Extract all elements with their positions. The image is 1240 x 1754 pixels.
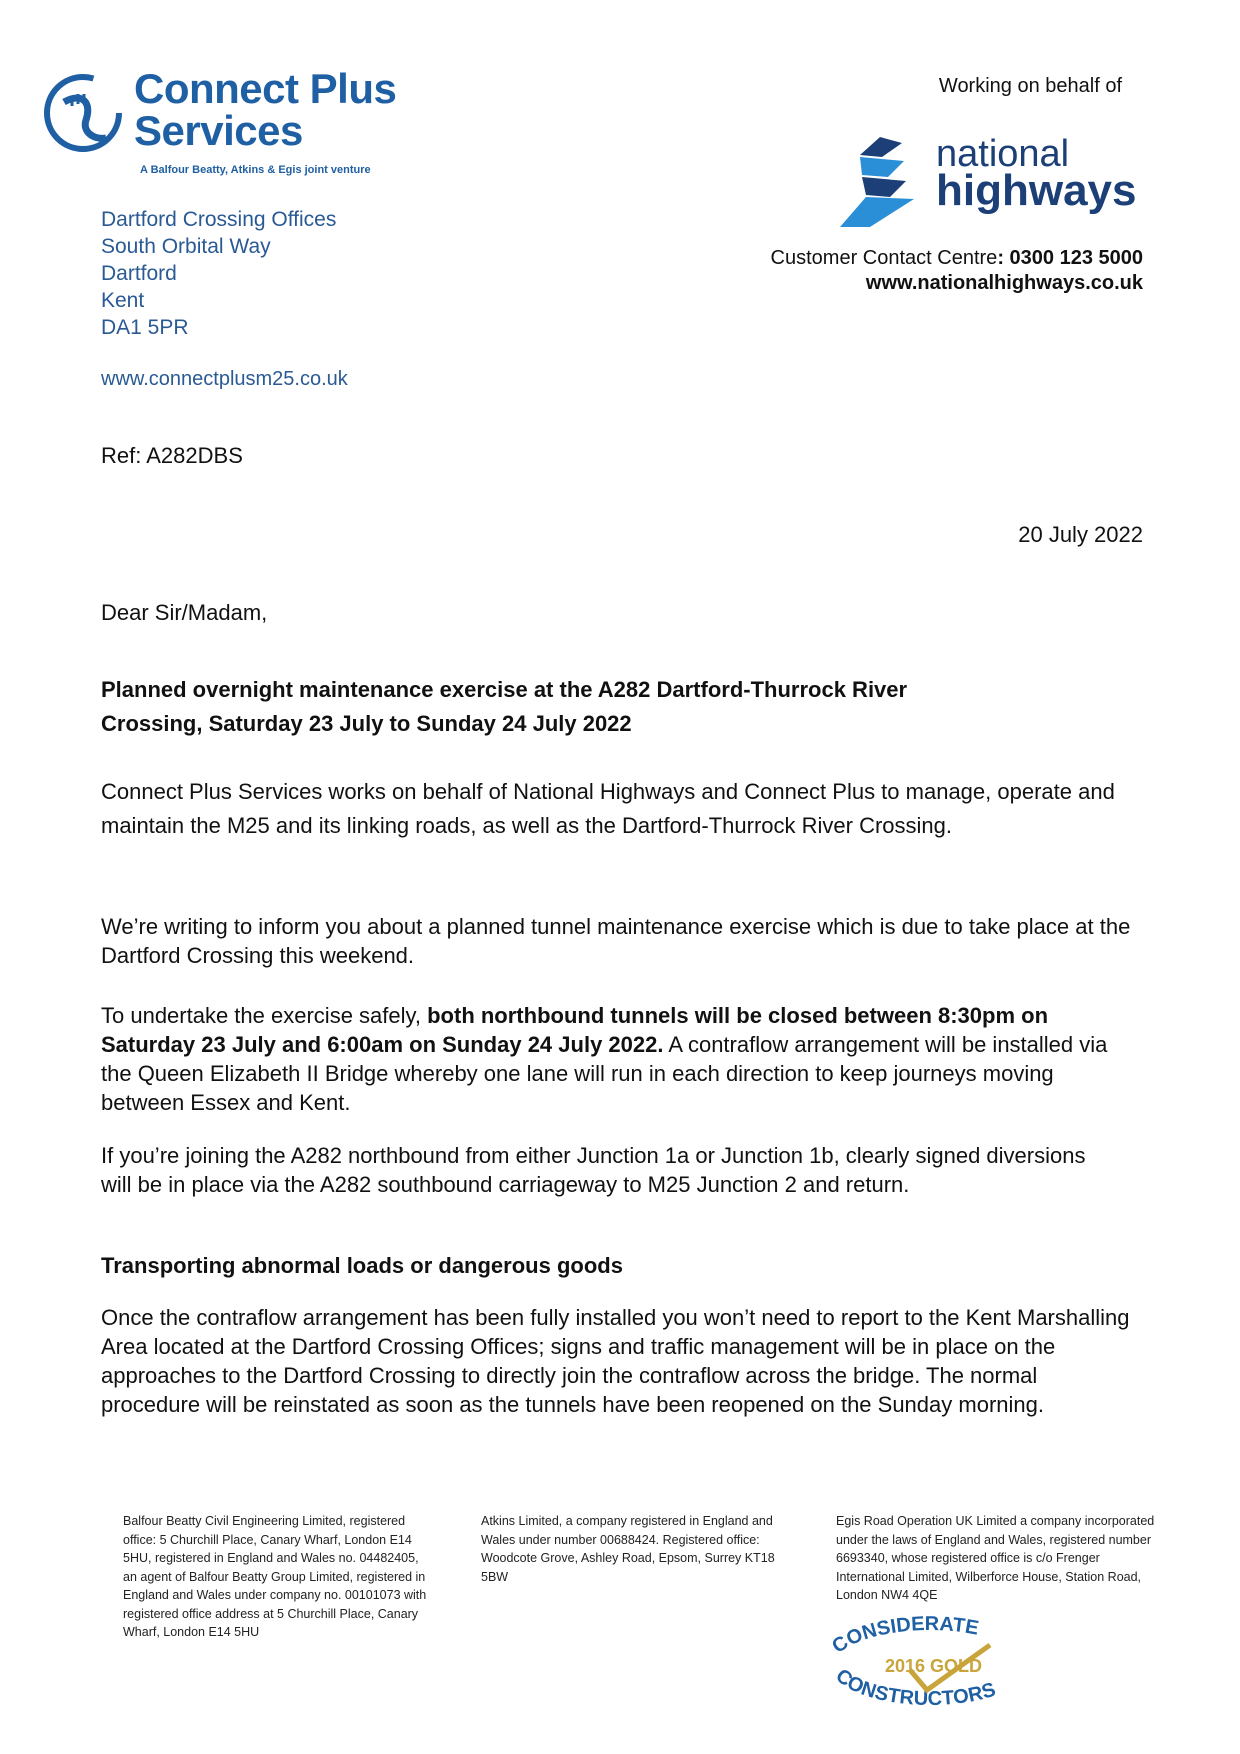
paragraph-inform: We’re writing to inform you about a planned tunnel maintenance exercise which is due to take place at the Dartford Crossing this weekend. <box>101 914 1131 968</box>
svg-text:CONSTRUCTORS: CONSTRUCTORS <box>831 1664 999 1710</box>
partner-website-link[interactable]: www.nationalhighways.co.uk <box>865 272 1143 294</box>
contact-phone: 0300 123 5000 <box>1009 247 1143 269</box>
address-line: Dartford Crossing Offices <box>101 208 337 231</box>
national-highways-logo <box>840 135 1140 230</box>
nh-logo-line1: national <box>936 133 1070 175</box>
sender-address <box>101 206 336 341</box>
reference: Ref: A282DBS <box>101 443 243 468</box>
working-on-behalf-label: Working on behalf of <box>938 75 1122 97</box>
address-line: Kent <box>101 289 145 312</box>
closure-times: both northbound tunnels will be closed between 8:30pm on Saturday 23 July and 6:00am on Sunday 24 July 2022. <box>101 1003 1049 1057</box>
logo-line2: Services <box>134 107 303 154</box>
greeting: Dear Sir/Madam, <box>101 600 268 625</box>
logo-tagline: A Balfour Beatty, Atkins & Egis joint venture <box>140 164 371 176</box>
closure-text-2: A contraflow arrangement will be installed via the Queen Elizabeth II Bridge whereby one lane will run in each direction to keep journeys moving between Essex and Kent. <box>101 1032 1108 1115</box>
svg-text:CONSIDERATE: CONSIDERATE <box>828 1615 981 1658</box>
considerate-constructors-badge <box>815 1615 1045 1710</box>
address-line: DA1 5PR <box>101 316 189 339</box>
footer-egis: Egis Road Operation UK Limited a company incorporated under the laws of England and Wales, registered number 6693340, whose registered office is c/o Frenger International Limited, Wilberforce House, Station Road, London NW4 4QE <box>836 1514 1155 1602</box>
footer-atkins: Atkins Limited, a company registered in England and Wales under number 00688424. Registered office: Woodcote Grove, Ashley Road, Epsom, Surrey KT18 5BW <box>481 1514 775 1584</box>
road-swirl-icon <box>42 72 124 154</box>
svg-text:2016 GOLD: 2016 GOLD <box>885 1656 983 1676</box>
title-line: Crossing, Saturday 23 July to Sunday 24 July 2022 <box>101 711 632 736</box>
title-line: Planned overnight maintenance exercise at the A282 Dartford-Thurrock River <box>101 677 908 702</box>
connect-plus-services-logo <box>42 64 442 184</box>
customer-contact <box>771 246 1143 296</box>
footer-balfour: Balfour Beatty Civil Engineering Limited, registered office: 5 Churchill Place, Canary Wharf, London E14 5HU, registered in England and Wales no. 04482405, an agent of Balfour Beatty Group Limited, registered in England and Wales under company no. 00101073 with registered office address at 5 Churchill Place, Canary Wharf, London E14 5HU <box>123 1514 427 1639</box>
paragraph-intro: Connect Plus Services works on behalf of National Highways and Connect Plus to manage, operate and maintain the M25 and its linking roads, as well as the Dartford-Thurrock River Crossing. <box>101 779 1115 838</box>
logo-line1: Connect Plus <box>134 65 397 112</box>
contact-sep: : <box>997 247 1010 269</box>
address-line: South Orbital Way <box>101 235 271 258</box>
considerate-constructors-icon <box>815 1615 1045 1710</box>
paragraph-diversions: If you’re joining the A282 northbound from either Junction 1a or Junction 1b, clearly signed diversions will be in place via the A282 southbound carriageway to M25 Junction 2 and return. <box>101 1143 1086 1197</box>
letter-date: 20 July 2022 <box>1018 522 1143 547</box>
subheading-abnormal-loads: Transporting abnormal loads or dangerous goods <box>101 1253 623 1278</box>
contact-label: Customer Contact Centre <box>770 247 998 269</box>
paragraph-closure <box>101 1001 1121 1117</box>
ribbon-icon <box>840 135 935 230</box>
sender-website-link[interactable]: www.connectplusm25.co.uk <box>101 368 348 390</box>
nh-logo-line2: highways <box>936 166 1137 215</box>
address-line: Dartford <box>101 262 177 285</box>
letter-title <box>101 673 1061 741</box>
closure-text: To undertake the exercise safely, <box>101 1003 428 1028</box>
paragraph-abnormal-loads: Once the contraflow arrangement has been fully installed you won’t need to report to the Kent Marshalling Area located at the Dartford Crossing Offices; signs and traffic management will be in place on the approaches to the Dartford Crossing to directly join the contraflow across the bridge. The normal procedure will be reinstated as soon as the tunnels have been reopened on the Sunday morning. <box>101 1305 1130 1417</box>
